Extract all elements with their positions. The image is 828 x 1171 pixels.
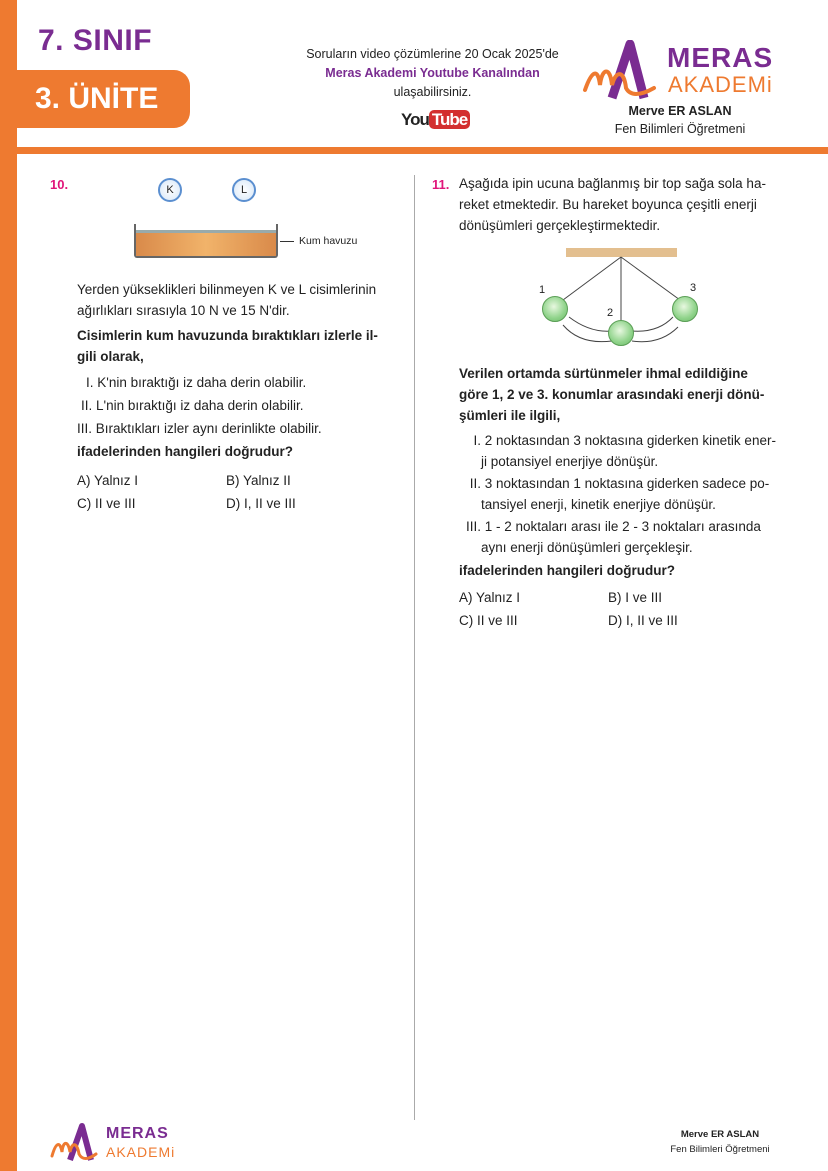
statement-i: [459, 430, 789, 472]
logo-text-bottom: AKADEMi: [668, 72, 773, 97]
position-label: 3: [690, 282, 697, 294]
option-c[interactable]: C) II ve III: [77, 496, 136, 511]
position-label: 1: [539, 284, 546, 296]
stem-line: Yerden yükseklikleri bilinmeyen K ve L cisimlerinin: [77, 282, 377, 297]
statement-iii: [459, 516, 789, 558]
ball-l: L: [232, 178, 256, 202]
q10-stem: [77, 279, 376, 321]
question-number: 11.: [432, 177, 450, 192]
option-c[interactable]: C) II ve III: [459, 613, 518, 628]
arrow-icon: [632, 317, 673, 331]
question-prompt: ifadelerinden hangileri doğrudur?: [459, 563, 676, 578]
teacher-info: [600, 102, 760, 138]
ceiling: [566, 248, 677, 257]
lead-line: Cisimlerin kum havuzunda bıraktıkları izlerle il-: [77, 328, 378, 343]
option-d[interactable]: D) I, II ve III: [608, 613, 678, 628]
item-line: 1 - 2 noktaları arası ile 2 - 3 noktaları arasında: [484, 519, 761, 534]
item-line: tansiyel enerji, kinetik enerjiye dönüşür.: [481, 497, 716, 512]
sand: [136, 230, 276, 256]
item-num: I.: [473, 433, 481, 448]
statement-i: I. K'nin bıraktığı iz daha derin olabilir.: [86, 375, 307, 390]
string: [563, 257, 621, 300]
ball-2: [608, 320, 634, 346]
stem-line: ağırlıkları sırasıyla 10 N ve 15 N'dir.: [77, 303, 290, 318]
arrow-icon: [632, 327, 678, 342]
teacher-name: Merve ER ASLAN: [628, 104, 732, 118]
question-number: 10.: [50, 177, 69, 192]
item-line: aynı enerji dönüşümleri gerçekleşir.: [481, 540, 693, 555]
arrow-icon: [280, 241, 294, 242]
grade-title: 7. SINIF: [38, 24, 153, 57]
statement-iii: III. Bıraktıkları izler aynı derinlikte olabilir.: [77, 421, 322, 436]
option-a[interactable]: A) Yalnız I: [77, 473, 139, 488]
header-divider: [17, 147, 828, 154]
q10-lead: [77, 325, 378, 367]
q11-lead: [459, 363, 764, 426]
item-line: ji potansiyel enerjiye dönüşür.: [481, 454, 659, 469]
lead-line: şümleri ile ilgili,: [459, 408, 561, 423]
q11-stem: [459, 173, 766, 236]
pool-label: Kum havuzu: [299, 235, 358, 247]
ball-1: [542, 296, 568, 322]
left-accent-bar: [0, 0, 17, 1171]
logo-mark-icon: [50, 1122, 100, 1164]
logo-text-top: MERAS: [106, 1125, 169, 1142]
lead-line: gili olarak,: [77, 349, 144, 364]
option-a[interactable]: A) Yalnız I: [459, 590, 521, 605]
option-b[interactable]: B) I ve III: [608, 590, 663, 605]
string: [621, 257, 680, 300]
ball-3: [672, 296, 698, 322]
notice-line: Soruların video çözümlerine 20 Ocak 2025'de: [306, 47, 559, 61]
position-label: 2: [607, 307, 614, 319]
logo-text-bottom: AKADEMi: [106, 1144, 176, 1160]
lead-line: göre 1, 2 ve 3. konumlar arasındaki enerji dönü-: [459, 387, 765, 402]
youtube-you: You: [401, 110, 429, 129]
sand-pool: [134, 224, 278, 258]
item-num: II.: [469, 476, 481, 491]
option-b[interactable]: B) Yalnız II: [226, 473, 291, 488]
unit-badge: 3. ÜNİTE: [17, 70, 190, 128]
stem-line: dönüşümleri gerçekleştirmektedir.: [459, 218, 661, 233]
youtube-tube: Tube: [429, 110, 470, 129]
video-notice: [290, 45, 575, 102]
statement-ii: II. L'nin bıraktığı iz daha derin olabilir.: [81, 398, 304, 413]
stem-line: reket etmektedir. Bu hareket boyunca çeşitli enerji: [459, 197, 757, 212]
teacher-title: Fen Bilimleri Öğretmeni: [670, 1144, 770, 1155]
question-prompt: ifadelerinden hangileri doğrudur?: [77, 444, 294, 459]
column-divider: [414, 175, 415, 1120]
option-d[interactable]: D) I, II ve III: [226, 496, 296, 511]
youtube-logo: [401, 110, 470, 130]
teacher-title: Fen Bilimleri Öğretmeni: [614, 122, 746, 136]
footer-teacher: [650, 1127, 790, 1157]
item-num: III.: [465, 519, 481, 534]
ball-k: K: [158, 178, 182, 202]
arrow-icon: [569, 317, 612, 331]
logo-text-top: MERAS: [667, 42, 774, 73]
lead-line: Verilen ortamda sürtünmeler ihmal edildiğine: [459, 366, 748, 381]
notice-line: ulaşabilirsiniz.: [393, 85, 472, 99]
stem-line: Aşağıda ipin ucuna bağlanmış bir top sağa sola ha-: [459, 176, 766, 191]
teacher-name: Merve ER ASLAN: [680, 1129, 760, 1140]
statement-ii: [459, 473, 789, 515]
item-line: 3 noktasından 1 noktasına giderken sadece po-: [484, 476, 770, 491]
logo-mark-icon: [582, 40, 662, 102]
item-line: 2 noktasından 3 noktasına giderken kinetik ener-: [484, 433, 776, 448]
notice-channel: Meras Akademi Youtube Kanalından: [325, 66, 540, 80]
